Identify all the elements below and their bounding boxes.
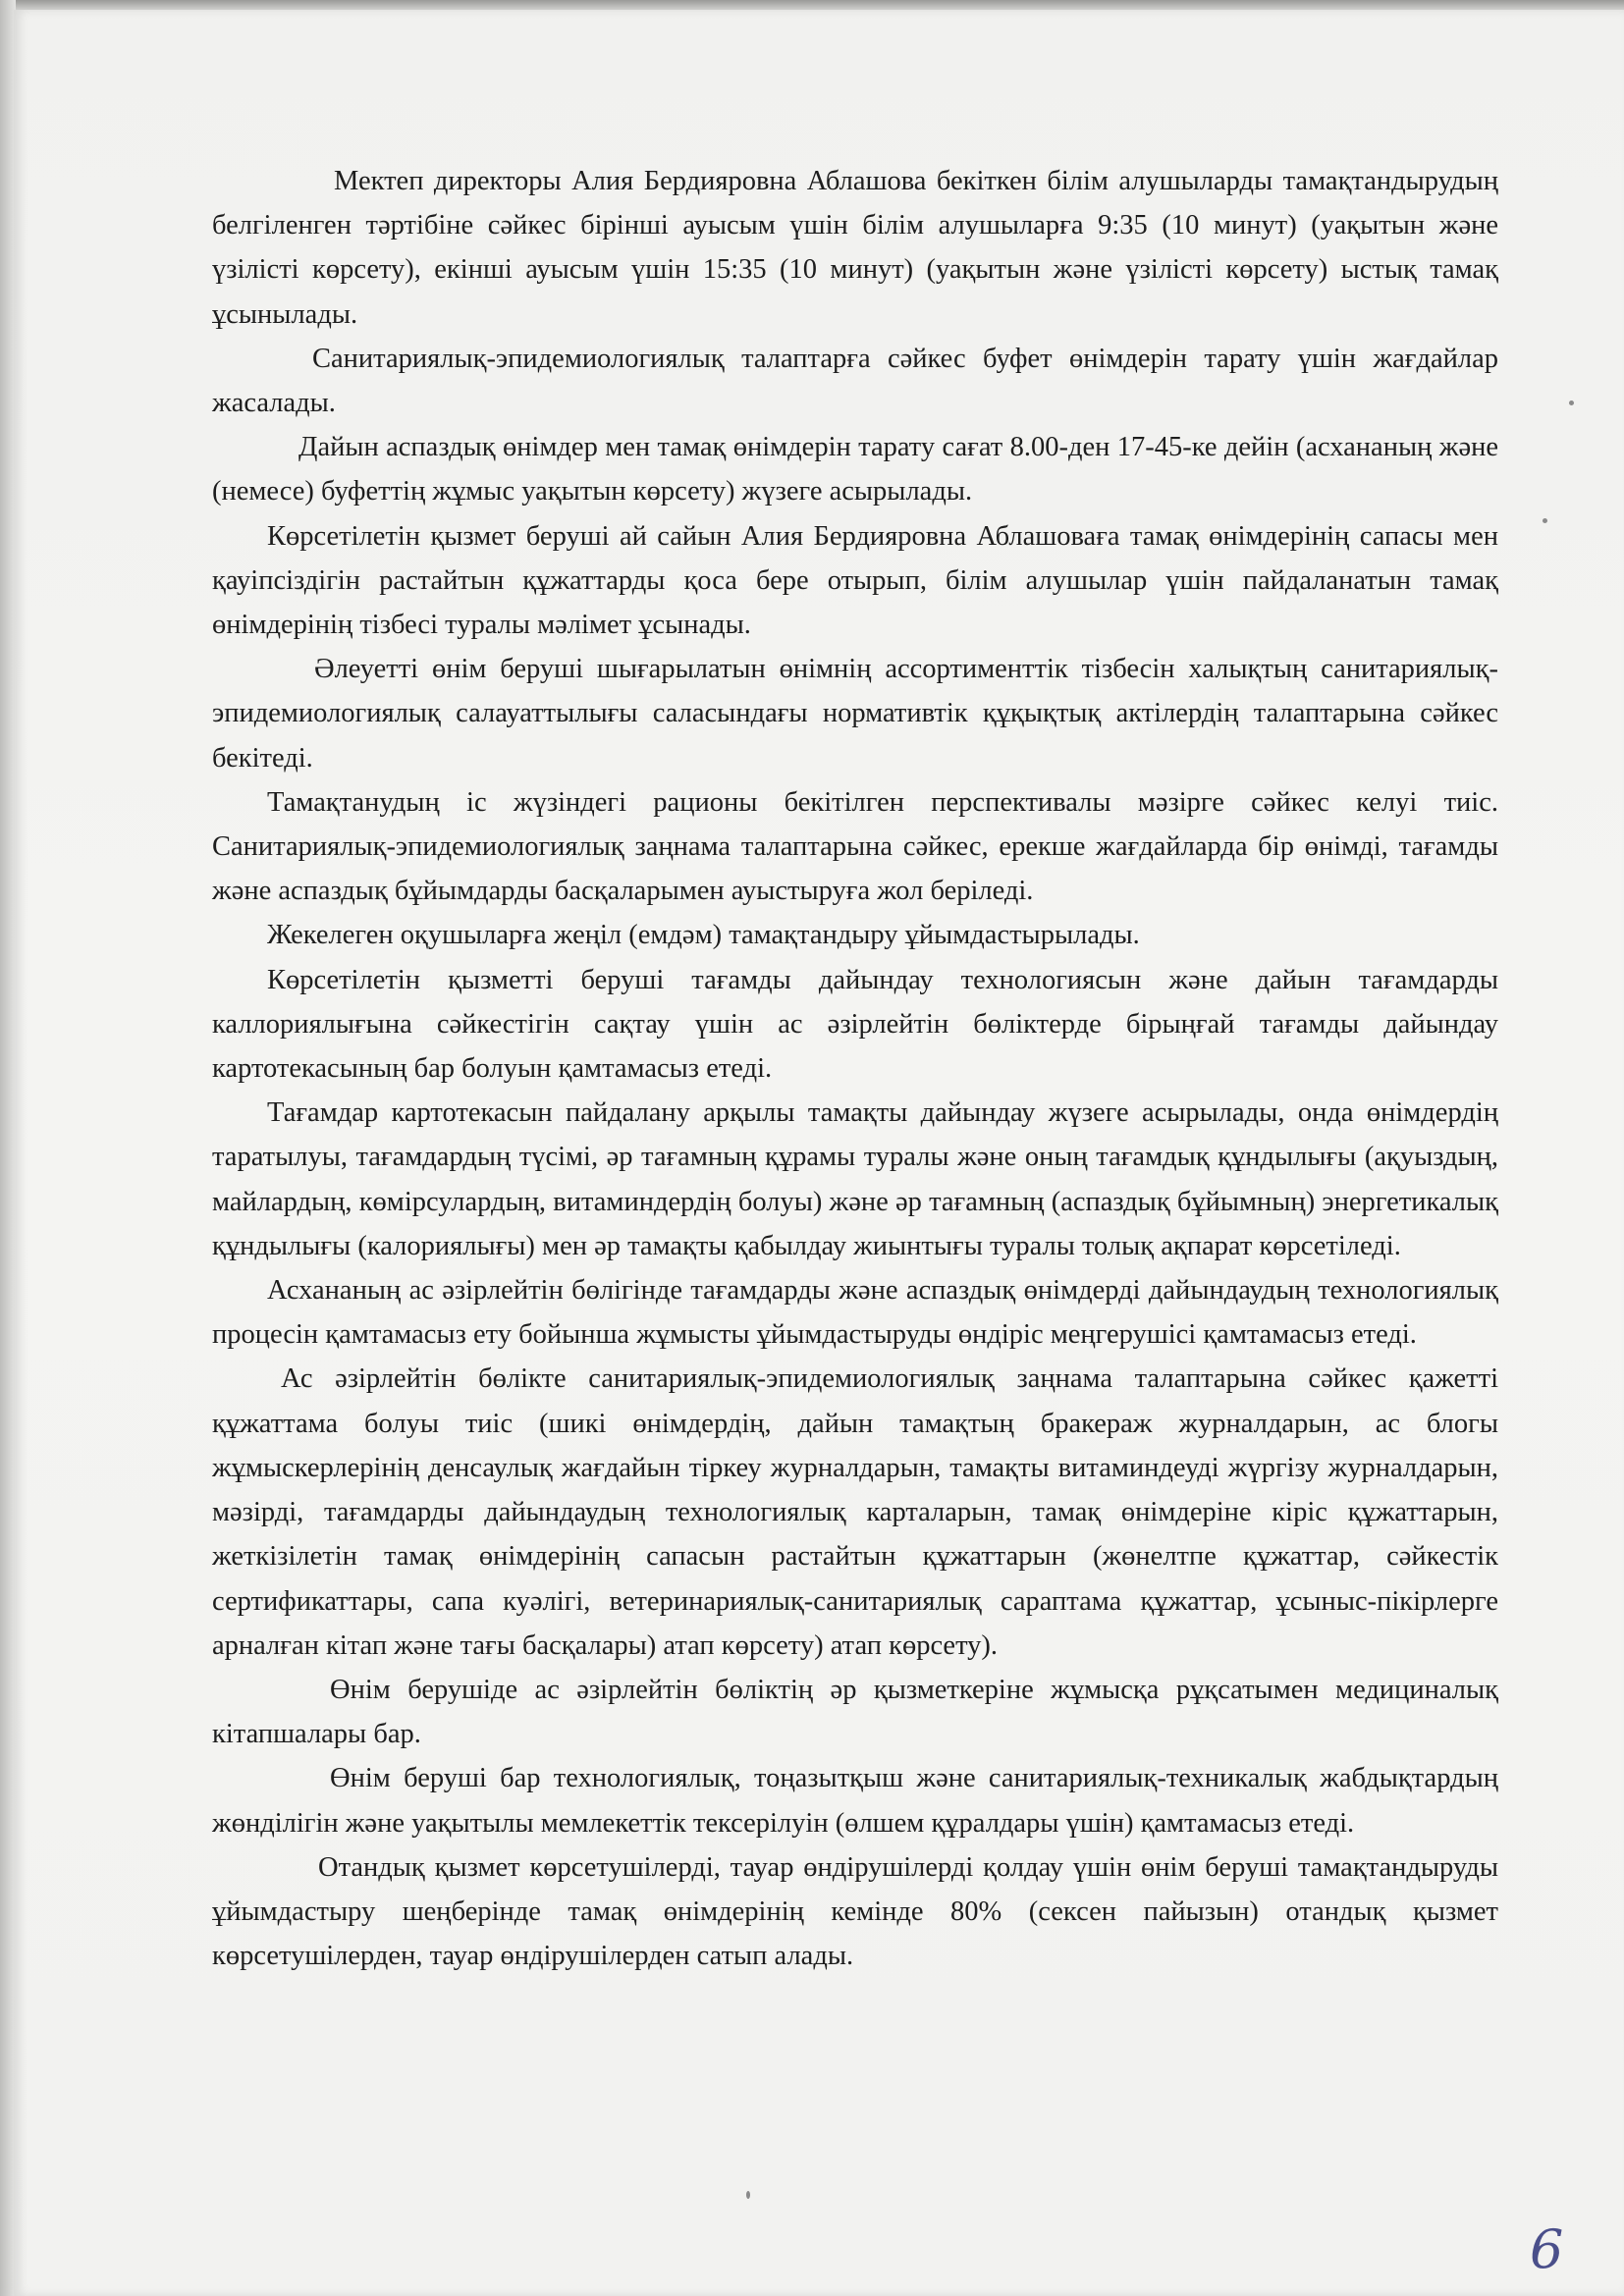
paragraph-kitchen-process: Асхананың ас әзірлейтін бөлігінде тағамдарды және аспаздық өнімдерді дайындаудың технологиялық процесін қамтамасыз ету бойынша жұмысты ұйымдастыруды өндіріс меңгерушісі қамтамасыз етеді.: [212, 1275, 1498, 1351]
paragraph-monthly-report: Көрсетілетін қызмет беруші ай сайын Алия Бердияровна Аблашоваға тамақ өнімдерінің сапасы мен қауіпсіздігін растайтын құжаттарды қоса бере отырып, білім алушылар үшін пайдаланатын тамақ өнімдерінің тізбесі туралы мәлімет ұсынады.: [212, 520, 1498, 641]
paragraph-meal-schedule: Мектеп директоры Алия Бердияровна Аблашова бекіткен білім алушыларды тамақтандырудың белгіленген тәртібіне сәйкес бірінші ауысым үшін білім алушыларға 9:35 (10 минут) (уақытын және үзілісті көрсету), екінші ауысым үшін 15:35 (10 минут) (уақытын және үзілісті көрсету) ыстық тамақ ұсынылады.: [212, 166, 1498, 330]
document-body: [212, 159, 1498, 1978]
scan-speck: [746, 2191, 750, 2199]
scan-speck: [1543, 518, 1547, 523]
paragraph-recipe-card-file: Көрсетілетін қызметті беруші тағамды дайындау технологиясын және дайын тағамдарды каллориялығына сәйкестігін сақтау үшін ас әзірлейтін бөліктерде бірыңғай тағамды дайындау картотекасының бар болуын қамтамасыз етеді.: [212, 964, 1498, 1085]
paragraph-assortment-list: Әлеуетті өнім беруші шығарылатын өнімнің ассортименттік тізбесін халықтың санитариялық-эпидемиологиялық салауаттылығы саласындағы нормативтік құқықтық актілердің талаптарына сәйкес бекітеді.: [212, 654, 1498, 774]
paragraph-diet-meals: Жекелеген оқушыларға жеңіл (емдәм) тамақтандыру ұйымдастырылады.: [267, 920, 1140, 951]
paragraph-required-documentation: Ас әзірлейтін бөлікте санитариялық-эпидемиологиялық заңнама талаптарына сәйкес қажетті құжаттама болуы тиіс (шикі өнімдердің, дайын тамақтың бракераж журналдарын, ас блогы жұмыскерлерінің денсаулық жағдайын тіркеу журналдарын, тамақты витаминдеуді жүргізу журналдарын, мәзірді, тағамдарды дайындаудың технологиялық карталарын, тамақ өнімдеріне кіріс құжаттарын, жеткізілетін тамақ өнімдерінің сапасын растайтын құжаттарын (жөнелтпе құжаттар, сәйкестік сертификаттары, сапа куәлігі, ветеринариялық-санитариялық сараптама құжаттар, ұсыныс-пікірлерге арналған кітап және тағы басқалары) атап көрсету) атап көрсету).: [212, 1363, 1498, 1661]
paragraph-card-file-usage: Тағамдар картотекасын пайдалану арқылы тамақты дайындау жүзеге асырылады, онда өнімдердің таратылуы, тағамдардың түсімі, әр тағамның құрамы туралы және оның тағамдық құндылығы (ақуыздың, майлардың, көмірсулардың, витаминдердің болуы) және әр тағамның (аспаздық бұйымның) энергетикалық құндылығы (калориялығы) мен әр тамақты қабылдау жиынтығы туралы толық ақпарат көрсетіледі.: [212, 1097, 1498, 1261]
paragraph-equipment-inspection: Өнім беруші бар технологиялық, тоңазытқыш және санитариялық-техникалық жабдықтардың жөнділігін және уақытылы мемлекеттік тексерілуін (өлшем құралдары үшін) қамтамасыз етеді.: [212, 1763, 1498, 1839]
paragraph-domestic-suppliers: Отандық қызмет көрсетушілерді, тауар өндірушілерді қолдау үшін өнім беруші тамақтандыруды ұйымдастыру шеңберінде тамақ өнімдерінің кемінде 80% (сексен пайызын) отандық қызмет көрсетушілерден, тауар өндірушілерден сатып алады.: [212, 1851, 1498, 1972]
paragraph-buffet-conditions: Санитариялық-эпидемиологиялық талаптарға сәйкес буфет өнімдерін тарату үшін жағдайлар жасалады.: [212, 343, 1498, 419]
paragraph-ration-menu: Тамақтанудың іс жүзіндегі рационы бекітілген перспективалы мәзірге сәйкес келуі тиіс. Санитариялық-эпидемиологиялық заңнама талаптарына сәйкес, ерекше жағдайларда бір өнімді, тағамды және аспаздық бұйымдарды басқаларымен ауыстыруға жол беріледі.: [212, 786, 1498, 907]
page-number: 6: [1530, 2218, 1564, 2280]
paragraph-medical-books: Өнім берушіде ас әзірлейтін бөліктің әр қызметкеріне жұмысқа рұқсатымен медициналық кітапшалары бар.: [212, 1674, 1498, 1750]
paragraph-distribution-hours: Дайын аспаздық өнімдер мен тамақ өнімдерін тарату сағат 8.00-ден 17-45-ке дейін (асхананың және (немесе) буфеттің жұмыс уақытын көрсету) жүзеге асырылады.: [212, 432, 1498, 507]
scan-speck: [1569, 400, 1574, 405]
